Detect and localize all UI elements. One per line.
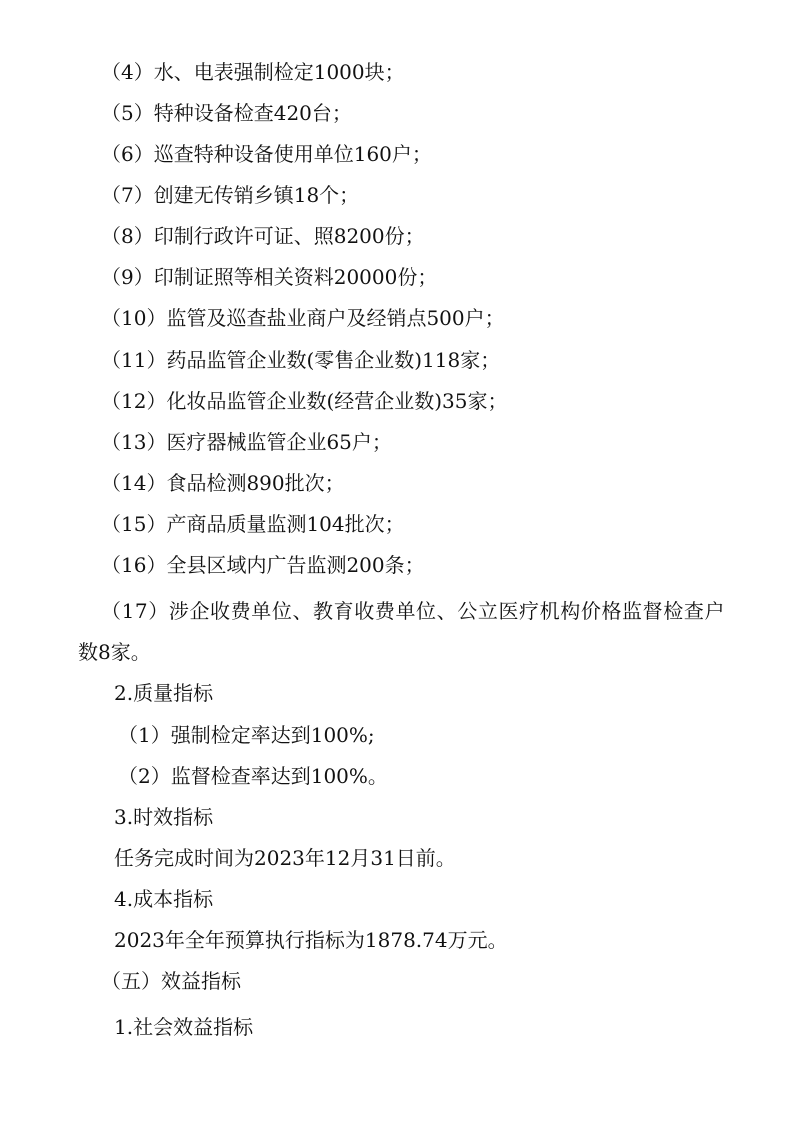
list-item: （8）印制行政许可证、照8200份；: [101, 224, 425, 248]
list-item: （12）化妆品监管企业数(经营企业数)35家；: [101, 389, 508, 413]
list-item: （11）药品监管企业数(零售企业数)118家；: [101, 348, 501, 372]
list-item-continuation: 数8家。: [78, 640, 151, 664]
list-item: （17）涉企收费单位、教育收费单位、公立医疗机构价格监督检查户: [101, 599, 726, 623]
list-item: （13）医疗器械监管企业65户；: [101, 430, 392, 454]
list-item: （2）监督检查率达到100%。: [118, 764, 388, 788]
section-heading: 4.成本指标: [114, 887, 214, 911]
section-heading: 1.社会效益指标: [114, 1015, 254, 1039]
list-item: （7）创建无传销乡镇18个；: [101, 183, 360, 207]
list-item: （9）印制证照等相关资料20000份；: [101, 265, 438, 289]
list-item: （14）食品检测890批次；: [101, 471, 345, 495]
list-item: （10）监管及巡查盐业商户及经销点500户；: [101, 306, 505, 330]
section-heading: 2.质量指标: [114, 681, 214, 705]
list-item: （5）特种设备检查420台；: [101, 101, 352, 125]
list-item: （16）全县区域内广告监测200条；: [101, 553, 425, 577]
section-heading: 3.时效指标: [114, 805, 214, 829]
paragraph: 2023年全年预算执行指标为1878.74万元。: [114, 928, 508, 952]
list-item: （15）产商品质量监测104批次；: [101, 512, 405, 536]
paragraph: 任务完成时间为2023年12月31日前。: [114, 846, 456, 870]
list-item: （4）水、电表强制检定1000块；: [101, 60, 405, 84]
section-heading: （五）效益指标: [101, 969, 241, 993]
list-item: （1）强制检定率达到100%;: [118, 723, 375, 747]
list-item: （6）巡查特种设备使用单位160户；: [101, 142, 432, 166]
